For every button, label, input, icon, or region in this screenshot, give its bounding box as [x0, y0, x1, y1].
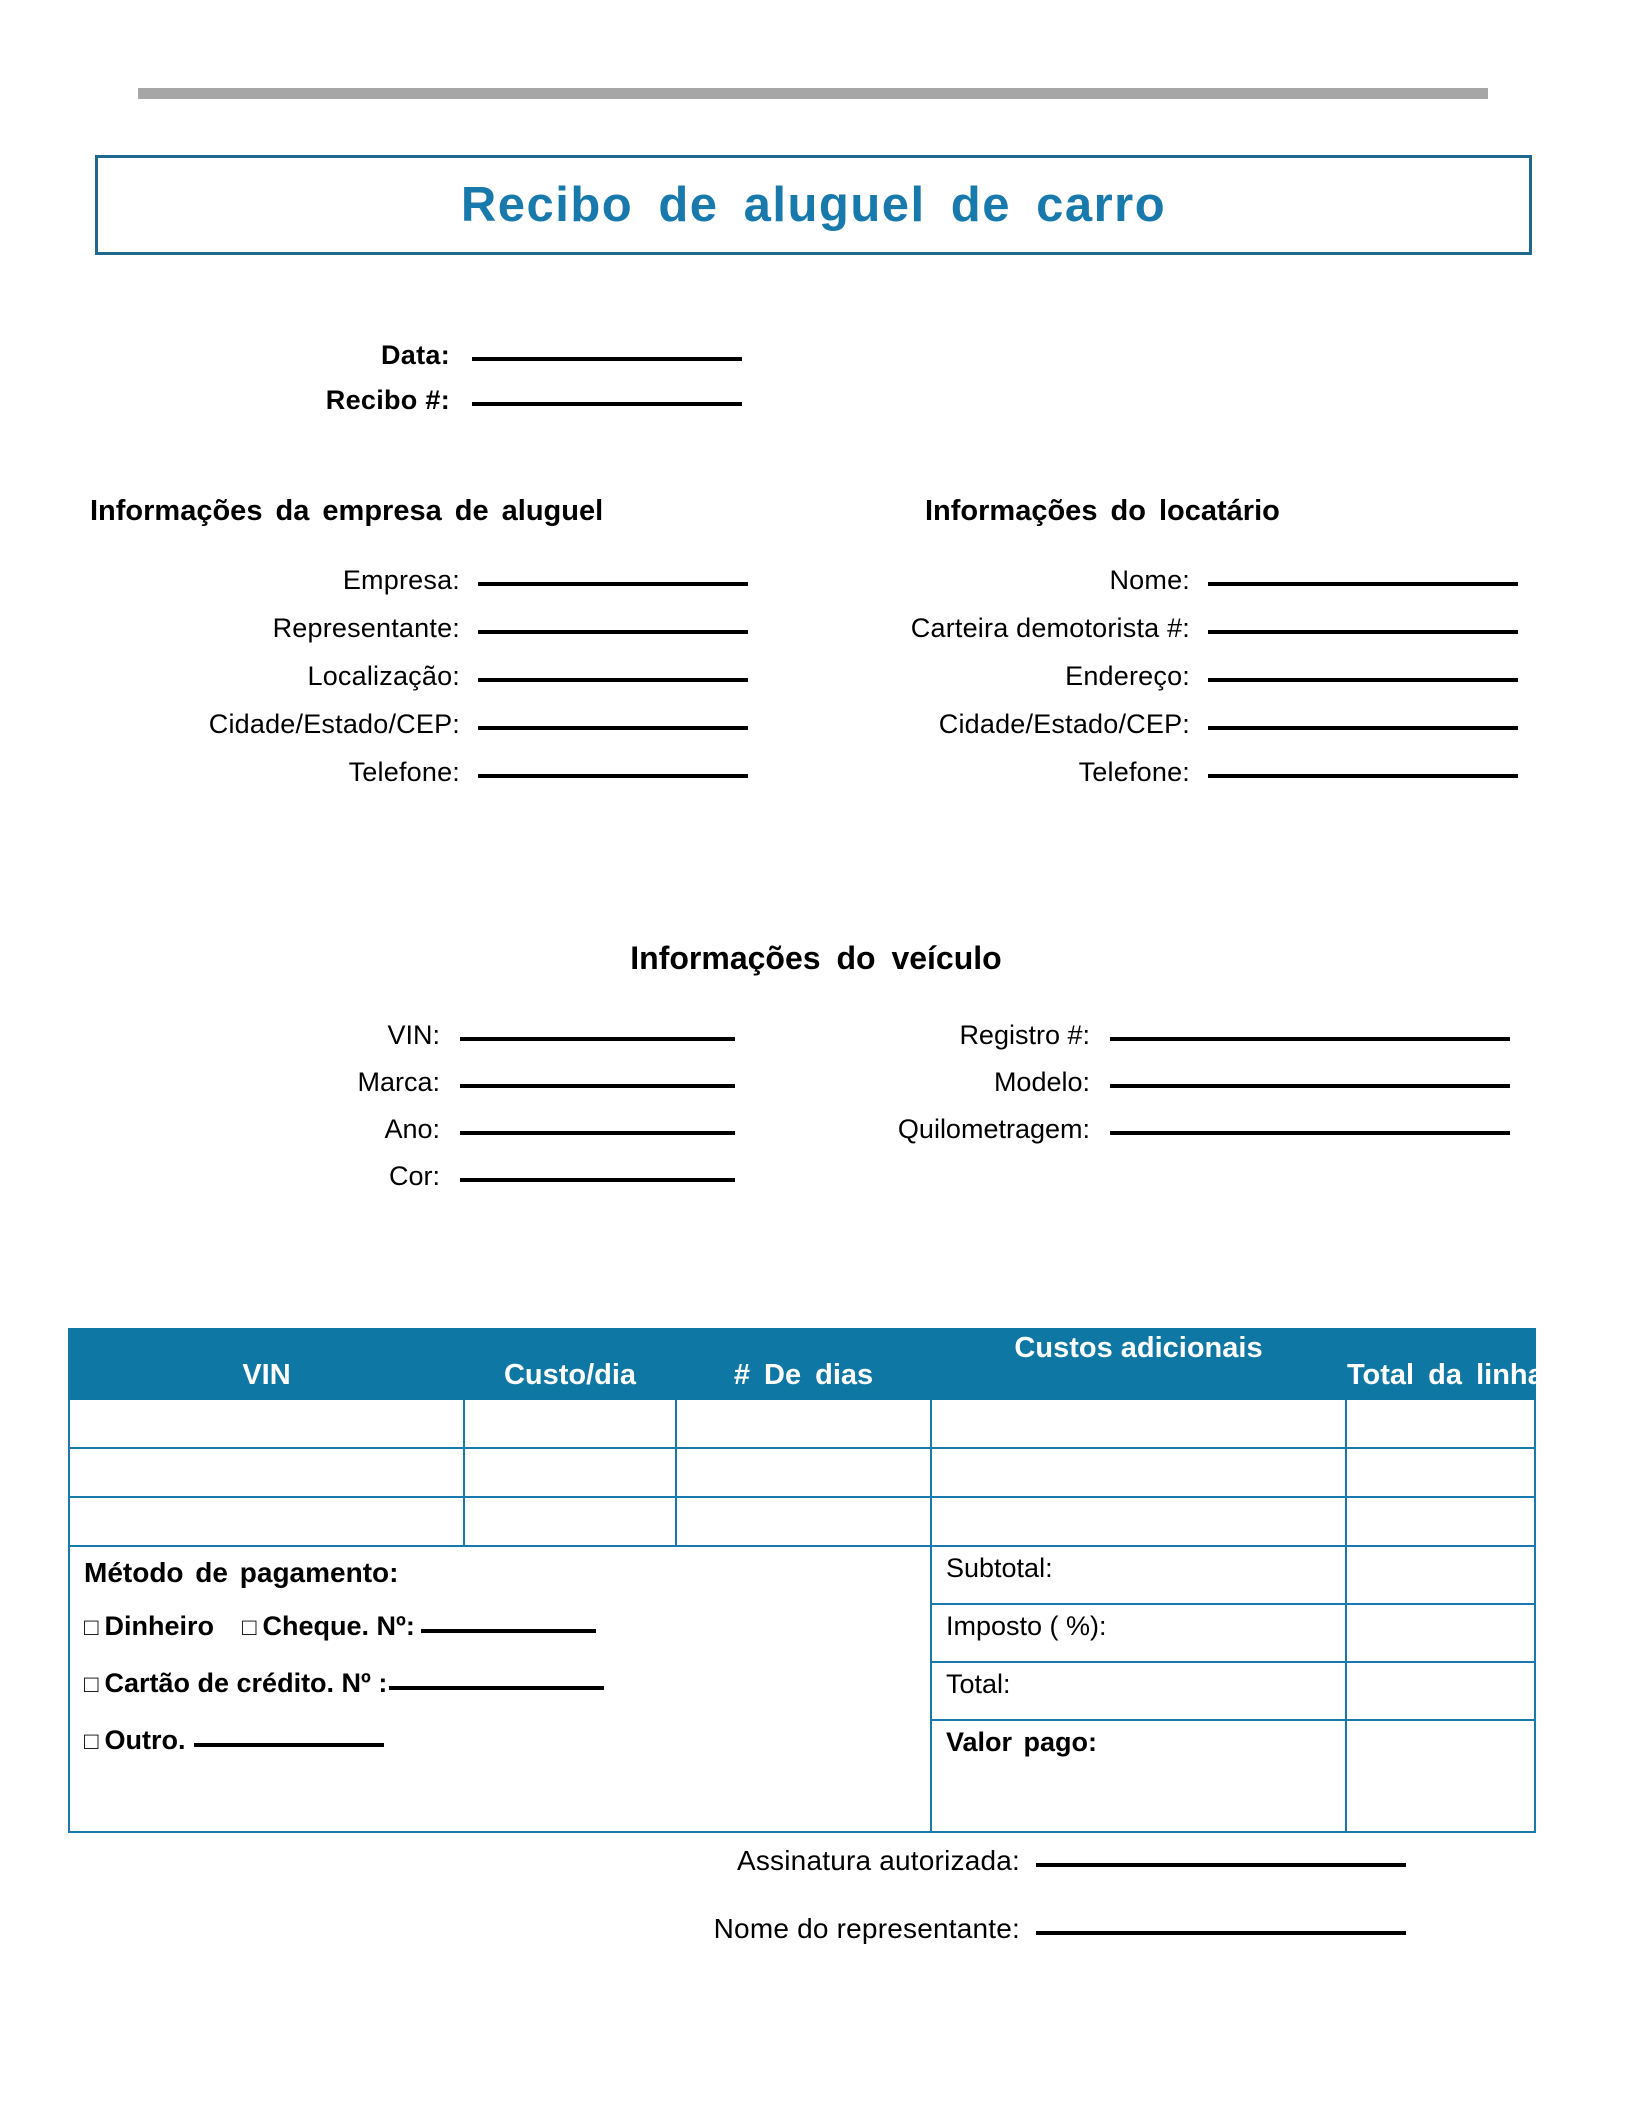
cell-line-total[interactable]	[1346, 1497, 1535, 1546]
vehicle-mileage-input-line[interactable]	[1110, 1131, 1510, 1135]
vehicle-year-input-line[interactable]	[460, 1131, 735, 1135]
checkbox-cash-icon[interactable]: □	[84, 1614, 99, 1641]
section-heading-company: Informações da empresa de aluguel	[90, 495, 604, 527]
renter-name-input-line[interactable]	[1208, 582, 1518, 586]
field-row-renter-name	[730, 565, 1520, 596]
table-row[interactable]	[69, 1497, 1535, 1546]
company-representative-input-line[interactable]	[478, 630, 748, 634]
section-heading-vehicle: Informações do veículo	[630, 940, 1002, 976]
vehicle-year-label: Ano:	[384, 1114, 440, 1144]
cell-cost-per-day[interactable]	[464, 1448, 676, 1497]
company-phone-label: Telefone:	[348, 757, 460, 787]
renter-phone-input-line[interactable]	[1208, 774, 1518, 778]
renter-city-state-zip-input-line[interactable]	[1208, 726, 1518, 730]
payment-and-totals-row	[69, 1546, 1535, 1604]
vehicle-registration-label: Registro #:	[959, 1020, 1090, 1050]
payment-option-credit-card	[84, 1668, 930, 1699]
totals-value-amount-paid[interactable]	[1346, 1720, 1535, 1832]
section-heading-renter: Informações do locatário	[925, 495, 1280, 527]
vehicle-make-label: Marca:	[357, 1067, 440, 1097]
field-row-company-representative	[40, 613, 760, 644]
field-row-company-name	[40, 565, 760, 596]
field-row-date	[270, 340, 750, 371]
vehicle-info-left-column	[150, 1020, 760, 1208]
receipt-number-label: Recibo #:	[325, 385, 450, 415]
column-header-cost-per-day: Custo/dia	[464, 1329, 676, 1399]
table-header-row	[69, 1329, 1535, 1399]
payment-method-cell	[69, 1546, 931, 1832]
vehicle-model-input-line[interactable]	[1110, 1084, 1510, 1088]
vehicle-model-label: Modelo:	[993, 1067, 1090, 1097]
cell-number-of-days[interactable]	[676, 1399, 931, 1448]
company-city-state-zip-input-line[interactable]	[478, 726, 748, 730]
authorized-signature-input-line[interactable]	[1036, 1863, 1406, 1867]
vehicle-mileage-label: Quilometragem:	[897, 1114, 1090, 1144]
field-row-receipt-number	[270, 385, 750, 416]
company-location-label: Localização:	[307, 661, 460, 691]
company-name-label: Empresa:	[342, 565, 460, 595]
cell-number-of-days[interactable]	[676, 1497, 931, 1546]
field-row-company-phone	[40, 757, 760, 788]
payment-option-credit-card-label: Cartão de crédito. Nº :	[104, 1668, 388, 1698]
payment-option-other	[84, 1725, 930, 1756]
vehicle-vin-label: VIN:	[387, 1020, 440, 1050]
cell-additional-costs[interactable]	[931, 1399, 1346, 1448]
receipt-number-input-line[interactable]	[472, 402, 742, 406]
field-row-vehicle-registration	[720, 1020, 1520, 1051]
signature-block	[500, 1845, 1540, 1981]
column-header-vin: VIN	[69, 1329, 464, 1399]
renter-address-label: Endereço:	[1065, 661, 1190, 691]
field-row-company-city-state-zip	[40, 709, 760, 740]
field-row-vehicle-model	[720, 1067, 1520, 1098]
payment-option-cash-label: Dinheiro	[104, 1611, 215, 1641]
field-row-vehicle-color	[150, 1161, 760, 1192]
checkbox-check-icon[interactable]: □	[242, 1614, 257, 1641]
date-label: Data:	[380, 340, 450, 370]
company-representative-label: Representante:	[272, 613, 460, 643]
other-payment-input-line[interactable]	[194, 1743, 384, 1747]
column-header-number-of-days: # De dias	[676, 1329, 931, 1399]
cell-line-total[interactable]	[1346, 1399, 1535, 1448]
column-header-line-total: Total da linha	[1346, 1329, 1535, 1399]
totals-label-amount-paid: Valor pago:	[931, 1720, 1346, 1832]
renter-address-input-line[interactable]	[1208, 678, 1518, 682]
table-row[interactable]	[69, 1448, 1535, 1497]
title-box	[95, 155, 1532, 255]
company-name-input-line[interactable]	[478, 582, 748, 586]
table-row[interactable]	[69, 1399, 1535, 1448]
renter-city-state-zip-label: Cidade/Estado/CEP:	[938, 709, 1190, 739]
cell-vin[interactable]	[69, 1399, 464, 1448]
renter-phone-label: Telefone:	[1078, 757, 1190, 787]
field-row-vehicle-vin	[150, 1020, 760, 1051]
cell-additional-costs[interactable]	[931, 1448, 1346, 1497]
cell-cost-per-day[interactable]	[464, 1497, 676, 1546]
column-header-additional-costs: Custos adicionais	[931, 1329, 1346, 1399]
payment-option-check-label: Cheque. Nº:	[262, 1611, 415, 1641]
check-number-input-line[interactable]	[421, 1629, 596, 1633]
field-row-renter-license	[730, 613, 1520, 644]
field-row-vehicle-mileage	[720, 1114, 1520, 1145]
renter-license-label: Carteira demotorista #:	[910, 613, 1190, 643]
field-row-representative-name	[500, 1913, 1540, 1945]
field-row-company-location	[40, 661, 760, 692]
renter-info-column	[730, 565, 1520, 805]
receipt-meta-block	[270, 340, 750, 430]
cell-number-of-days[interactable]	[676, 1448, 931, 1497]
cell-additional-costs[interactable]	[931, 1497, 1346, 1546]
checkbox-other-icon[interactable]: □	[84, 1728, 99, 1755]
company-phone-input-line[interactable]	[478, 774, 748, 778]
field-row-renter-address	[730, 661, 1520, 692]
authorized-signature-label: Assinatura autorizada:	[736, 1845, 1020, 1876]
company-info-column	[40, 565, 760, 805]
date-input-line[interactable]	[472, 357, 742, 361]
cell-vin[interactable]	[69, 1497, 464, 1546]
vehicle-make-input-line[interactable]	[460, 1084, 735, 1088]
totals-label-total: Total:	[931, 1662, 1346, 1720]
payment-method-title: Método de pagamento:	[84, 1557, 399, 1588]
field-row-vehicle-year	[150, 1114, 760, 1145]
field-row-renter-city-state-zip	[730, 709, 1520, 740]
company-location-input-line[interactable]	[478, 678, 748, 682]
totals-label-subtotal: Subtotal:	[931, 1546, 1346, 1604]
totals-value-tax[interactable]	[1346, 1604, 1535, 1662]
checkbox-credit-card-icon[interactable]: □	[84, 1671, 99, 1698]
representative-name-label: Nome do representante:	[713, 1913, 1020, 1944]
renter-license-input-line[interactable]	[1208, 630, 1518, 634]
field-row-renter-phone	[730, 757, 1520, 788]
cell-line-total[interactable]	[1346, 1448, 1535, 1497]
totals-value-subtotal[interactable]	[1346, 1546, 1535, 1604]
cell-cost-per-day[interactable]	[464, 1399, 676, 1448]
vehicle-color-label: Cor:	[388, 1161, 440, 1191]
vehicle-info-right-column	[720, 1020, 1520, 1161]
totals-label-tax: Imposto ( %):	[931, 1604, 1346, 1662]
credit-card-number-input-line[interactable]	[389, 1686, 604, 1690]
page-title: Recibo de aluguel de carro	[460, 178, 1167, 232]
representative-name-input-line[interactable]	[1036, 1931, 1406, 1935]
renter-name-label: Nome:	[1109, 565, 1190, 595]
vehicle-registration-input-line[interactable]	[1110, 1037, 1510, 1041]
cell-vin[interactable]	[69, 1448, 464, 1497]
payment-option-other-label: Outro.	[104, 1725, 186, 1755]
totals-value-total[interactable]	[1346, 1662, 1535, 1720]
company-city-state-zip-label: Cidade/Estado/CEP:	[208, 709, 460, 739]
field-row-vehicle-make	[150, 1067, 760, 1098]
payment-option-cash-and-check	[84, 1611, 930, 1642]
line-items-table	[68, 1328, 1544, 1833]
top-divider-rule	[138, 88, 1488, 99]
field-row-authorized-signature	[500, 1845, 1540, 1877]
vehicle-color-input-line[interactable]	[460, 1178, 735, 1182]
vehicle-vin-input-line[interactable]	[460, 1037, 735, 1041]
